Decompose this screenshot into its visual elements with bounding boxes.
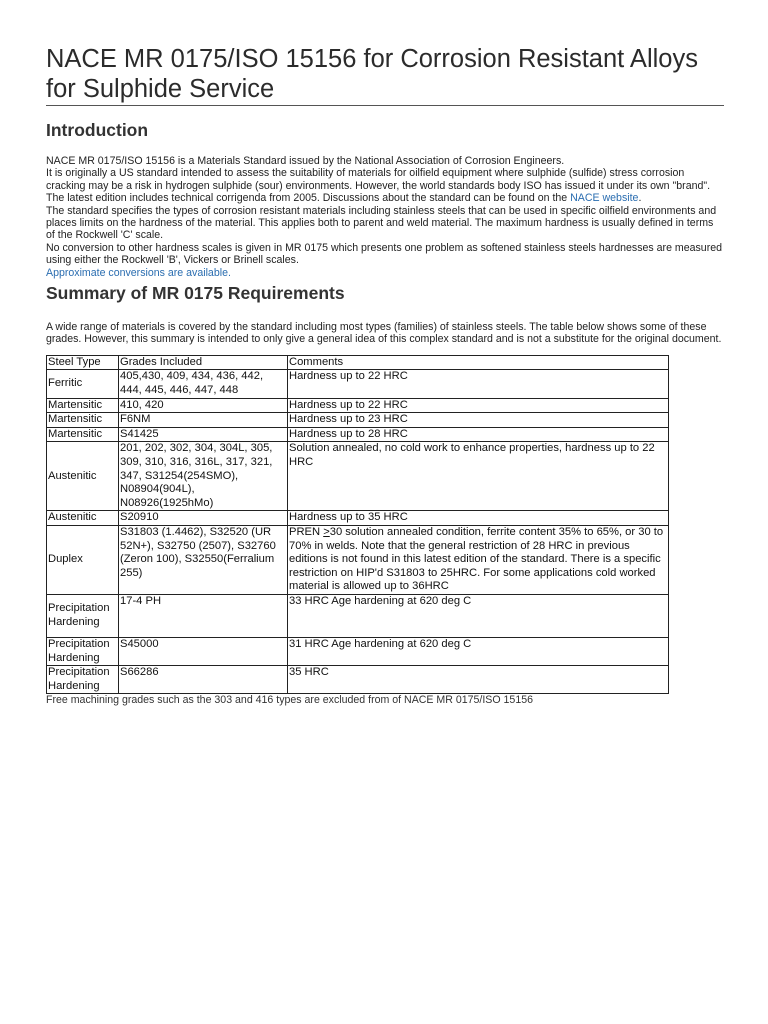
cell-comments: 33 HRC Age hardening at 620 deg C [288, 594, 669, 637]
cell-grades: 17-4 PH [119, 594, 288, 637]
table-row [47, 398, 669, 413]
table-header-row [47, 355, 669, 370]
page-title: NACE MR 0175/ISO 15156 for Corrosion Resistant Alloys for Sulphide Service [46, 44, 724, 106]
cell-comments: 31 HRC Age hardening at 620 deg C [288, 637, 669, 665]
cell-steel-type: Martensitic [47, 398, 119, 413]
cell-grades: S45000 [119, 637, 288, 665]
cell-grades: S41425 [119, 427, 288, 442]
duplex-comment-rest: 30 solution annealed condition, ferrite content 35% to 65%, or 30 to 70% in welds. Note that the general restriction of 28 HRC in previous editions is not found in this latest edition of the standard. There is a specific restriction on HIP'd S31803 to 25HRC. For some applications cold worked material is allowed up to 36HRC [289, 526, 664, 593]
summary-body [46, 321, 724, 346]
cell-comments: 35 HRC [288, 666, 669, 694]
intro-paragraph-3: The standard specifies the types of corrosion resistant materials including stainless steels that can be used in specific oilfield environments and places limits on the hardness of the material. This applies both to parent and weld material. The maximum hardness is usually defined in terms of the Rockwell 'C' scale. [46, 204, 717, 242]
header-comments: Comments [288, 355, 669, 370]
intro-paragraph-4: No conversion to other hardness scales is given in MR 0175 which presents one problem as softened stainless steels hardnesses are measured using either the Rockwell 'B', Vickers or Brinell scales. [46, 241, 723, 267]
table-row [47, 666, 669, 694]
intro-paragraph-2-text: It is originally a US standard intended to assess the suitability of materials for oilfield equipment where sulphide (sulfide) stress corrosion cracking may be a risk in hydrogen sulphide (sour) environments. However, the world standards body ISO has issued it under its own "brand". The latest edition includes technical corrigenda from 2005. Discussions about the standard can be found on the [46, 167, 711, 205]
cell-grades: F6NM [119, 413, 288, 428]
table-row [47, 442, 669, 511]
conversions-link[interactable]: Approximate conversions are available. [46, 266, 231, 279]
cell-comments: Hardness up to 22 HRC [288, 398, 669, 413]
intro-paragraph-1: NACE MR 0175/ISO 15156 is a Materials Standard issued by the National Association of Corrosion Engineers. [46, 155, 565, 167]
cell-grades: S20910 [119, 511, 288, 526]
table-footnote: Free machining grades such as the 303 and 416 types are excluded from of NACE MR 0175/ISO 15156 [46, 694, 534, 707]
nace-website-link[interactable]: NACE website [570, 192, 639, 205]
cell-comments: Solution annealed, no cold work to enhance properties, hardness up to 22 HRC [288, 442, 669, 511]
header-steel-type: Steel Type [47, 355, 119, 370]
cell-steel-type: Ferritic [47, 370, 119, 398]
duplex-comment-start: PREN [289, 526, 324, 538]
table-row [47, 526, 669, 595]
cell-comments: Hardness up to 35 HRC [288, 511, 669, 526]
cell-grades: 410, 420 [119, 398, 288, 413]
introduction-body [46, 155, 724, 279]
document-page [46, 44, 724, 717]
cell-grades: S66286 [119, 666, 288, 694]
cell-steel-type: Austenitic [47, 442, 119, 511]
summary-heading: Summary of MR 0175 Requirements [46, 283, 345, 304]
cell-steel-type: Martensitic [47, 413, 119, 428]
cell-steel-type: Austenitic [47, 511, 119, 526]
cell-comments: Hardness up to 28 HRC [288, 427, 669, 442]
table-row [47, 511, 669, 526]
cell-grades: 405,430, 409, 434, 436, 442, 444, 445, 446, 447, 448 [119, 370, 288, 398]
cell-grades: S31803 (1.4462), S32520 (UR 52N+), S32750 (2507), S32760 (Zeron 100), S32550(Ferralium 255) [119, 526, 288, 595]
cell-steel-type: Precipitation Hardening [47, 594, 119, 637]
intro-paragraph-2-end: . [638, 192, 642, 205]
cell-steel-type: Duplex [47, 526, 119, 595]
cell-steel-type: Precipitation Hardening [47, 637, 119, 665]
cell-steel-type: Precipitation Hardening [47, 666, 119, 694]
cell-comments: Hardness up to 22 HRC [288, 370, 669, 398]
header-grades-included: Grades Included [119, 355, 288, 370]
cell-comments [288, 526, 669, 595]
duplex-comment-symbol: > [323, 526, 330, 538]
table-row [47, 370, 669, 398]
cell-grades: 201, 202, 302, 304, 304L, 305, 309, 310, 316, 316L, 317, 321, 347, S31254(254SMO), N08904(904L), N08926(1925hMo) [119, 442, 288, 511]
intro-paragraph-2 [46, 167, 724, 204]
cell-comments: Hardness up to 23 HRC [288, 413, 669, 428]
introduction-heading: Introduction [46, 120, 149, 140]
table-row [47, 594, 669, 637]
table-row [47, 427, 669, 442]
intro-paragraph-5 [46, 267, 724, 279]
table-row [47, 637, 669, 665]
table-row [47, 413, 669, 428]
requirements-table [46, 355, 669, 694]
cell-steel-type: Martensitic [47, 427, 119, 442]
summary-paragraph: A wide range of materials is covered by the standard including most types (families) of stainless steels. The table below shows some of these grades. However, this summary is intended to only give a general idea of this complex standard and is not a substitute for the original document. [46, 321, 722, 346]
